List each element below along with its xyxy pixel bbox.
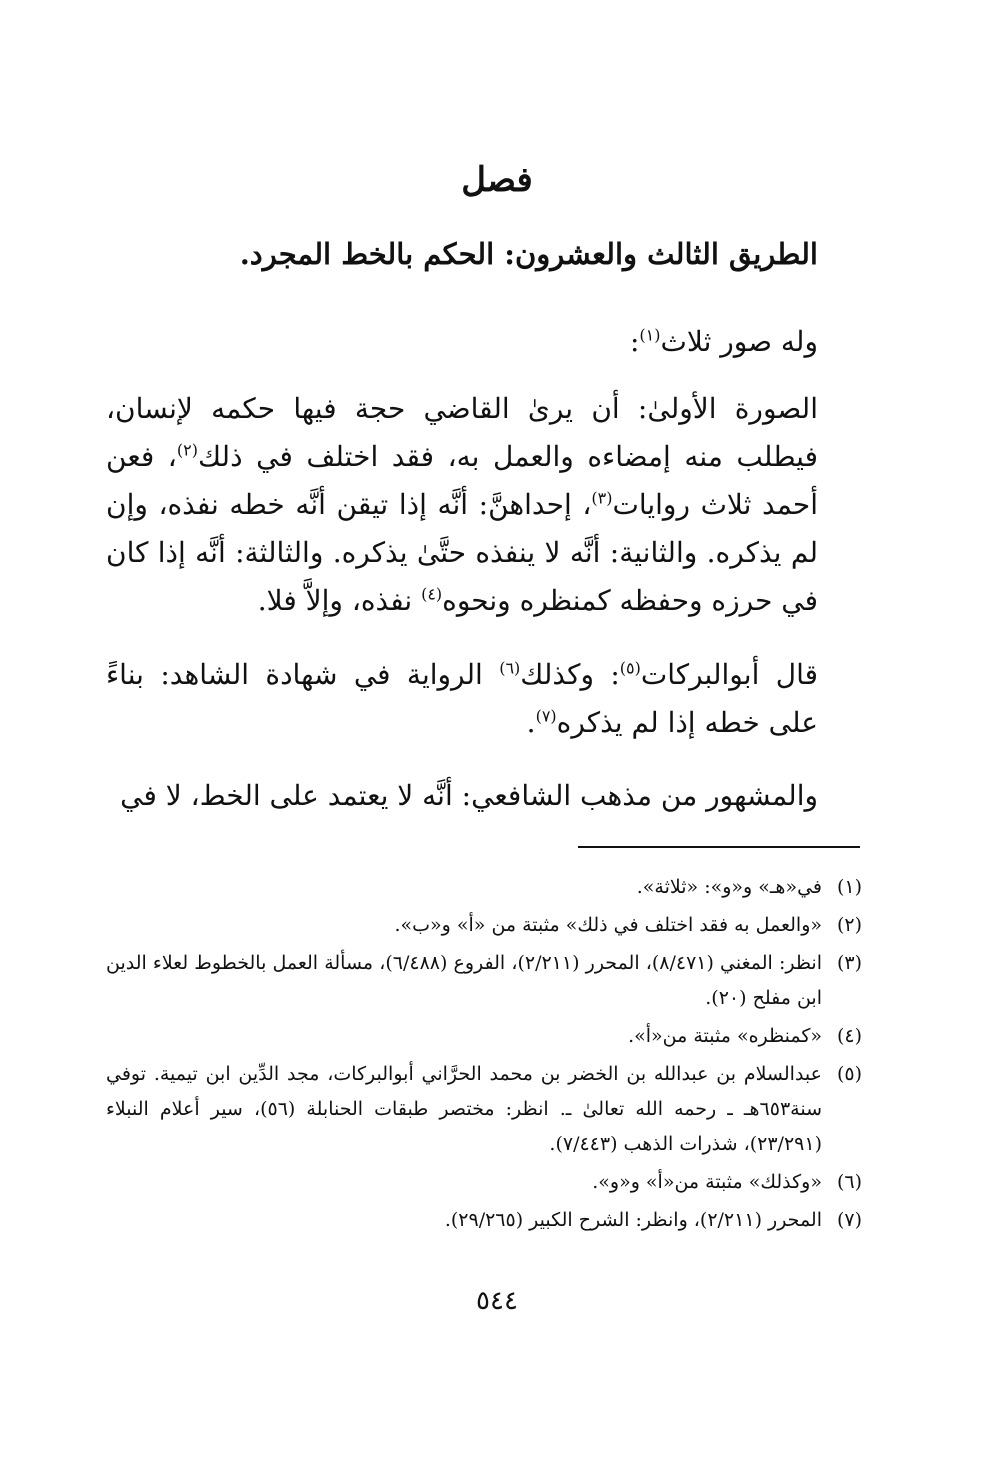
footnote-text: في«هـ» و«و»: «ثلاثة». [636, 876, 822, 898]
footnote-number: (٧) [836, 1209, 862, 1231]
footnote-ref-1: (١) [639, 325, 661, 345]
para2-text-2: : وكذلك [520, 658, 620, 691]
footnote-item [106, 870, 862, 905]
page-number: ٥٤٤ [476, 1286, 518, 1316]
intro-tail: : [629, 325, 640, 358]
para1-text-1: الصورة الأولىٰ: أن يرىٰ القاضي حجة فيها حكمه لإنسان، فيطلب منه إمضاءه والعمل به، فقد اختلف في ذلك [106, 392, 818, 473]
para2-text-1: قال أبوالبركات [640, 658, 818, 691]
section-heading: فصل [461, 160, 533, 200]
intro-text: وله صور ثلاث [660, 325, 818, 358]
footnote-text: «والعمل به فقد اختلف في ذلك» مثبتة من «أ» و«ب». [394, 914, 822, 936]
footnote-ref-4: (٤) [421, 584, 443, 604]
footnote-number: (٥) [836, 1063, 862, 1085]
footnote-item [106, 1019, 862, 1054]
footnote-item [106, 1165, 862, 1200]
section-subtitle: الطريق الثالث والعشرون: الحكم بالخط المجرد. [239, 237, 818, 271]
footnote-text: المحرر (٢/٢١١)، وانظر: الشرح الكبير (٢٩/٢٦٥). [444, 1209, 822, 1231]
footnote-number: (٦) [836, 1171, 862, 1193]
footnote-text: «كمنظره» مثبتة من«أ». [628, 1025, 822, 1047]
footnote-ref-5: (٥) [619, 658, 641, 678]
footnote-item [106, 1203, 862, 1238]
para2-text-3: الرواية في شهادة الشاهد: بناءً على خطه إذا لم يذكره [106, 658, 818, 739]
para1-text-3: ، إحداهنَّ: أنَّه إذا تيقن أنَّه خطه نفذه، وإن لم يذكره. والثانية: أنَّه لا ينفذه حتَّىٰ يذكره. والثالثة: أنَّه إذا كان في حرزه وحفظه كمنظره ونحوه [106, 488, 818, 617]
footnote-number: (١) [836, 876, 862, 898]
footnote-text: انظر: المغني (٨/٤٧١)، المحرر (٢/٢١١)، الفروع (٦/٤٨٨)، مسألة العمل بالخطوط لعلاء الدين ابن مفلح (٢٠). [106, 952, 822, 1009]
footnote-ref-2: (٢) [176, 440, 198, 460]
footnote-ref-7: (٧) [535, 706, 557, 726]
footnote-number: (٣) [836, 952, 862, 974]
footnotes-list [106, 870, 862, 1241]
paragraph-abul-barakat [106, 651, 818, 747]
footnote-text: عبدالسلام بن عبدالله بن الخضر بن محمد الحرَّاني أبوالبركات، مجد الدِّين ابن تيمية. توفي سنة٦٥٣هـ ـ رحمه الله تعالىٰ ـ. انظر: مختصر طبقات الحنابلة (٥٦)، سير أعلام النبلاء (٢٣/٢٩١)، شذرات الذهب (٧/٤٤٣). [106, 1063, 822, 1155]
footnote-number: (٤) [836, 1025, 862, 1047]
paragraph-first-image [106, 385, 818, 625]
footnote-ref-3: (٣) [591, 488, 613, 508]
footnote-number: (٢) [836, 914, 862, 936]
intro-line [106, 318, 818, 366]
footnote-item [106, 908, 862, 943]
para1-text-4: نفذه، وإلاَّ فلا. [257, 584, 422, 617]
footnote-divider [578, 846, 860, 848]
footnote-item [106, 946, 862, 1016]
para1-text-2: ، فعن أحمد ثلاث روايات [106, 440, 819, 521]
footnote-ref-6: (٦) [499, 658, 521, 678]
para2-text-4: . [526, 706, 536, 739]
footnote-text: «وكذلك» مثبتة من«أ» و«و». [592, 1171, 822, 1193]
para3-text: والمشهور من مذهب الشافعي: أنَّه لا يعتمد على الخط، لا في [120, 779, 818, 812]
paragraph-shafii [106, 772, 818, 820]
footnote-item [106, 1057, 862, 1162]
